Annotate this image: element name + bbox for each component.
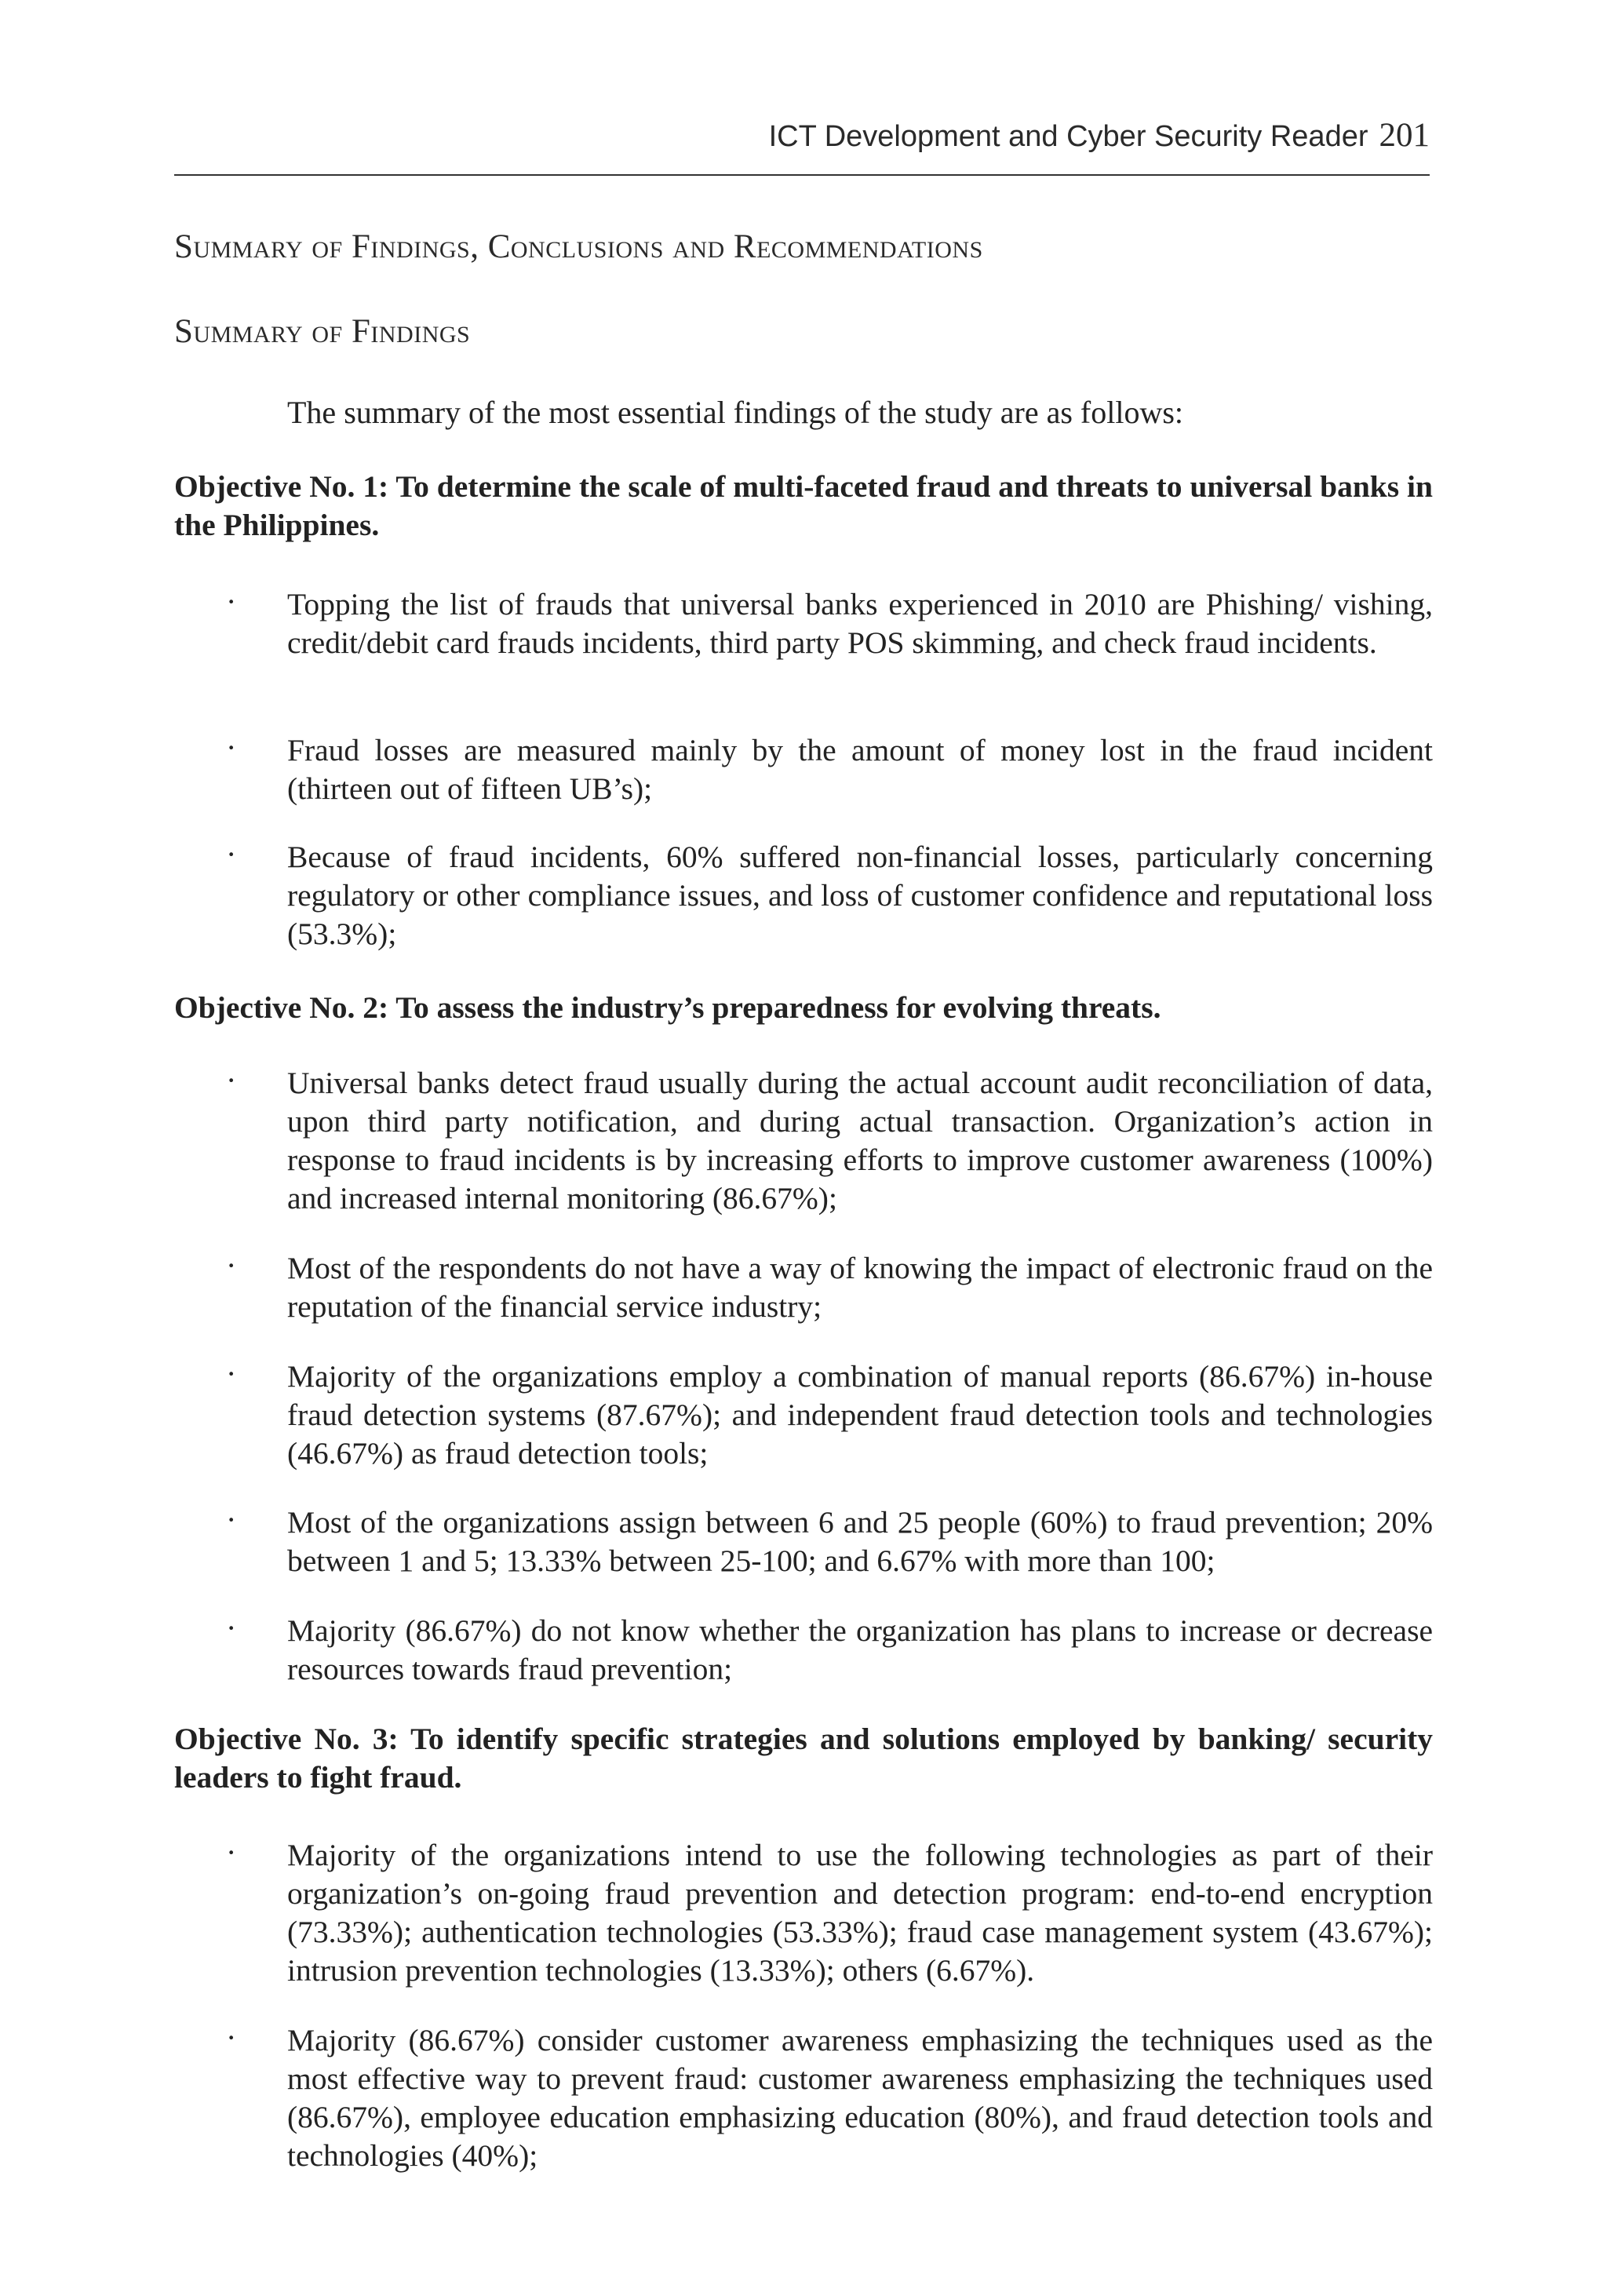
intro-paragraph: The summary of the most essential findings of the study are as follows: (287, 395, 1184, 430)
bullet-text: Majority (86.67%) do not know whether the organization has plans to increase or decrease resources towards fraud prevention; (287, 1613, 1433, 1686)
page-number: 201 (1379, 117, 1430, 154)
bullet-text: Majority of the organizations intend to use the following technologies as part of their organization’s on-going fraud prevention and detection program: end-to-end encryption (73.33%); authentication technologies (53.33%); fraud case management system (43.67%); intrusion prevention technologies (13.33%); others (6.67%). (287, 1838, 1433, 1988)
objective-1-title: Objective No. 1: To determine the scale of multi-faceted fraud and threats to universal banks in the Philippines. (174, 469, 1433, 542)
subsection-heading: Summary of Findings (174, 313, 471, 350)
bullet-text: Most of the respondents do not have a way of knowing the impact of electronic fraud on the reputation of the financial service industry; (287, 1251, 1433, 1324)
bullet-text: Majority (86.67%) consider customer awareness emphasizing the techniques used as the most effective way to prevent fraud: customer awareness emphasizing the techniques used (86.67%), employee education emphasizing education (80%), and fraud detection tools and technologies (40%); (287, 2023, 1433, 2173)
bullet-marker: · (226, 2020, 237, 2055)
bullet-marker: · (226, 1502, 237, 1537)
bullet-marker: · (226, 1356, 237, 1391)
bullet-marker: · (226, 584, 237, 619)
running-header (174, 116, 1430, 155)
bullet-text: Because of fraud incidents, 60% suffered non-financial losses, particularly concerning regulatory or other compliance issues, and loss of customer confidence and reputational loss (53.3%); (287, 840, 1433, 951)
objective-3-title: Objective No. 3: To identify specific strategies and solutions employed by banking/ security leaders to fight fraud. (174, 1722, 1433, 1795)
bullet-text: Topping the list of frauds that universal banks experienced in 2010 are Phishing/ vishing, credit/debit card frauds incidents, third party POS skimming, and check fraud incidents. (287, 587, 1433, 660)
book-title: ICT Development and Cyber Security Reader (768, 120, 1368, 153)
header-rule (174, 174, 1430, 176)
bullet-marker: · (226, 730, 237, 765)
bullet-text: Universal banks detect fraud usually during the actual account audit reconciliation of data, upon third party notification, and during actual transaction. Organization’s action in response to fraud incidents is by increasing efforts to improve customer awareness (100%) and increased internal monitoring (86.67%); (287, 1066, 1433, 1215)
bullet-text: Most of the organizations assign between 6 and 25 people (60%) to fraud prevention; 20% between 1 and 5; 13.33% between 25-100; and 6.67% with more than 100; (287, 1505, 1433, 1578)
section-heading: Summary of Findings, Conclusions and Recommendations (174, 228, 983, 265)
bullet-marker: · (226, 1835, 237, 1870)
objective-2-title: Objective No. 2: To assess the industry’s preparedness for evolving threats. (174, 990, 1161, 1025)
bullet-marker: · (226, 1610, 237, 1645)
bullet-text: Majority of the organizations employ a combination of manual reports (86.67%) in-house fraud detection systems (87.67%); and independent fraud detection tools and technologies (46.67%) as fraud detection tools; (287, 1359, 1433, 1471)
bullet-marker: · (226, 1062, 237, 1098)
bullet-marker: · (226, 836, 237, 872)
bullet-marker: · (226, 1248, 237, 1283)
bullet-text: Fraud losses are measured mainly by the amount of money lost in the fraud incident (thirteen out of fifteen UB’s); (287, 733, 1433, 806)
